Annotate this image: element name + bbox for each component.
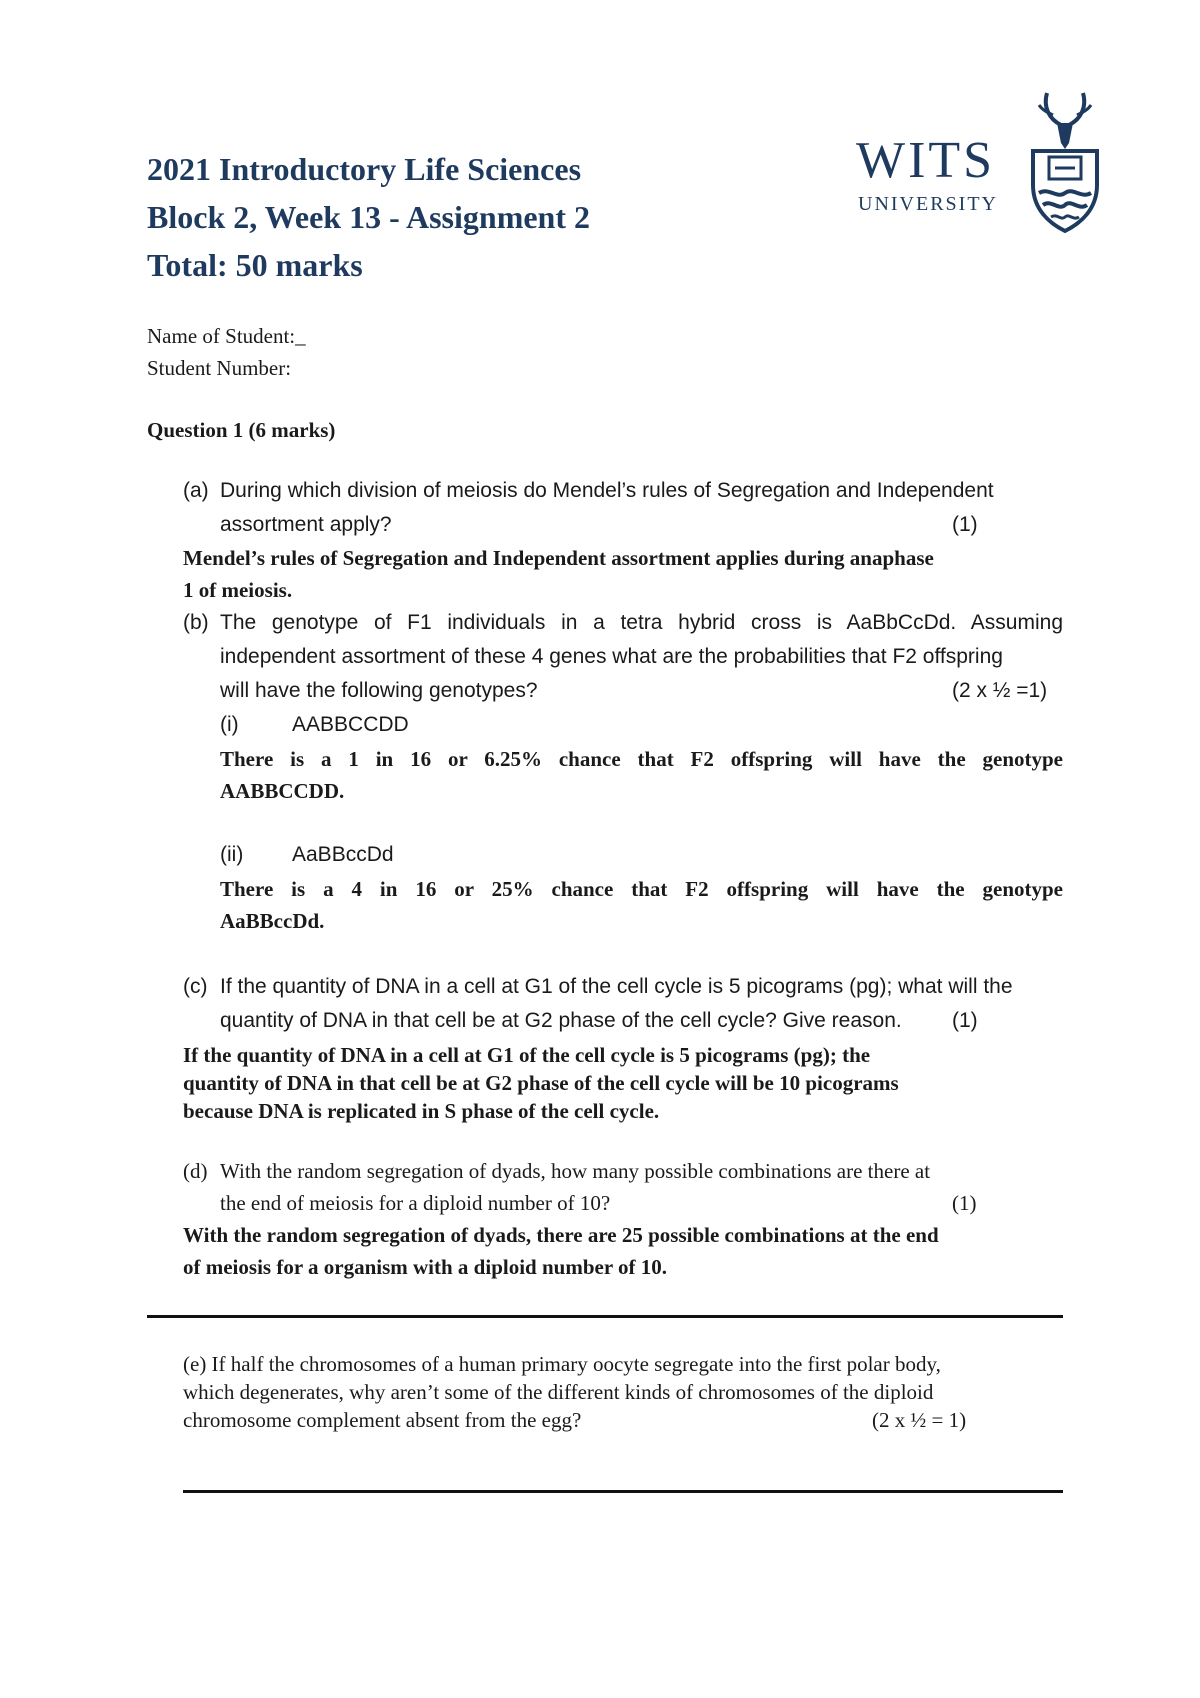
crest-icon — [1025, 85, 1105, 233]
q1b-text-line-3: will have the following genotypes? — [220, 679, 538, 702]
q1d-text-line-1: With the random segregation of dyads, how many possible combinations are there at — [220, 1159, 931, 1183]
q1b-marks: (2 x ½ =1) — [952, 679, 1048, 702]
q1a-text-line-1: During which division of meiosis do Mendel’s rules of Segregation and Independent — [220, 479, 994, 502]
wits-logo — [850, 85, 1110, 235]
q1b-text-line-2: independent assortment of these 4 genes what are the probabilities that F2 offspring — [220, 645, 1003, 668]
q1d-text-line-2: the end of meiosis for a diploid number of 10? — [220, 1191, 611, 1215]
q1e-text-line-2: which degenerates, why aren’t some of the different kinds of chromosomes of the diploid — [183, 1380, 934, 1404]
q1c-marks: (1) — [952, 1009, 978, 1032]
q1b-label: (b) — [183, 611, 209, 634]
q1b-text-line-1: The genotype of F1 individuals in a tetra hybrid cross is AaBbCcDd. Assuming — [220, 611, 1063, 634]
question-1-heading: Question 1 (6 marks) — [147, 418, 336, 442]
q1b-i-answer-line-1: There is a 1 in 16 or 6.25% chance that F2 offspring will have the genotype — [220, 747, 1063, 771]
q1b-ii-label: (ii) — [220, 843, 244, 866]
q1b-i-label: (i) — [220, 713, 239, 736]
q1c-text-line-2: quantity of DNA in that cell be at G2 phase of the cell cycle? Give reason. — [220, 1009, 902, 1032]
q1e-marks: (2 x ½ = 1) — [872, 1408, 967, 1432]
student-number-label: Student Number: — [147, 356, 292, 380]
q1d-marks: (1) — [952, 1191, 977, 1215]
q1b-i-genotype: AABBCCDD — [292, 713, 409, 736]
q1e-text-line-3: chromosome complement absent from the egg? — [183, 1408, 582, 1432]
q1c-label: (c) — [183, 975, 208, 998]
title-line-2: Block 2, Week 13 - Assignment 2 — [147, 199, 590, 235]
q1c-answer-line-3: because DNA is replicated in S phase of the cell cycle. — [183, 1099, 660, 1123]
title-line-3: Total: 50 marks — [147, 247, 363, 283]
answer-line — [183, 1490, 1063, 1493]
q1c-answer-line-2: quantity of DNA in that cell be at G2 phase of the cell cycle will be 10 picograms — [183, 1071, 899, 1095]
q1d-answer-line-2: of meiosis for a organism with a diploid number of 10. — [183, 1255, 668, 1279]
q1a-label: (a) — [183, 479, 209, 502]
q1a-answer-line-1: Mendel’s rules of Segregation and Independent assortment applies during anaphase — [183, 546, 934, 570]
q1d-label: (d) — [183, 1159, 208, 1183]
section-divider-top — [147, 1315, 1063, 1318]
q1d-answer-line-1: With the random segregation of dyads, there are 25 possible combinations at the end — [183, 1223, 939, 1247]
q1b-ii-answer-line-1: There is a 4 in 16 or 25% chance that F2 offspring will have the genotype — [220, 877, 1063, 901]
logo-word: WITS — [856, 132, 996, 189]
title-line-1: 2021 Introductory Life Sciences — [147, 151, 582, 187]
logo-subtitle: UNIVERSITY — [858, 193, 998, 215]
q1b-i-answer-line-2: AABBCCDD. — [220, 779, 345, 803]
q1c-text-line-1: If the quantity of DNA in a cell at G1 of the cell cycle is 5 picograms (pg); what will the — [220, 975, 1013, 998]
q1a-text-line-2: assortment apply? — [220, 513, 392, 536]
q1a-marks: (1) — [952, 513, 978, 536]
q1e-text-line-1: (e) If half the chromosomes of a human primary oocyte segregate into the first polar body, — [183, 1352, 941, 1376]
student-name-label: Name of Student:_ — [147, 324, 306, 348]
q1c-answer-line-1: If the quantity of DNA in a cell at G1 of the cell cycle is 5 picograms (pg); the — [183, 1043, 871, 1067]
q1b-ii-genotype: AaBBccDd — [292, 843, 394, 866]
q1b-ii-answer-line-2: AaBBccDd. — [220, 909, 325, 933]
q1a-answer-line-2: 1 of meiosis. — [183, 578, 293, 602]
